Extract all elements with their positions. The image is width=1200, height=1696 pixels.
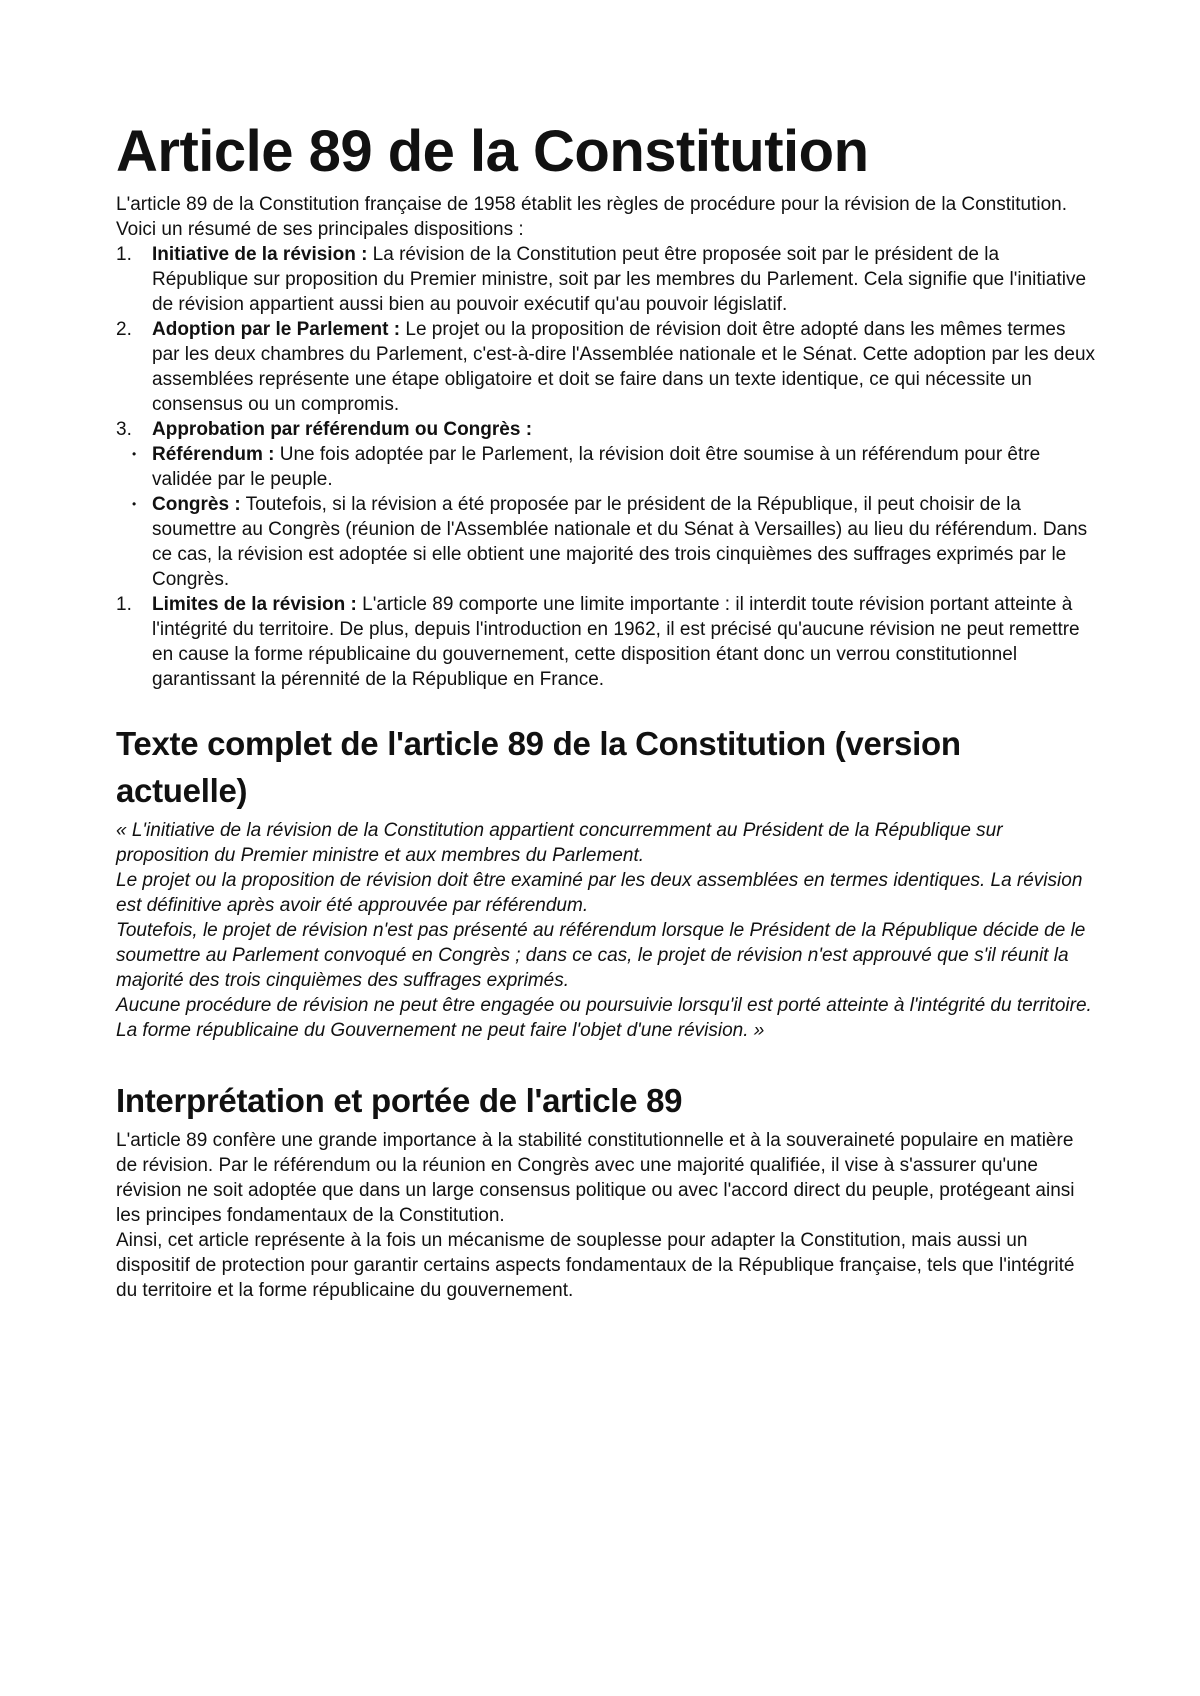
interpretation-paragraph: L'article 89 confère une grande importance à la stabilité constitutionnelle et à la souveraineté populaire en matière de révision. Par le référendum ou la réunion en Congrès avec une majorité qualifiée, il vise à s'assurer qu'une révision ne soit adoptée que dans un large consensus politique ou avec l'accord direct du peuple, protégeant ainsi les principes fondamentaux de la Constitution.: [116, 1130, 1075, 1226]
numbered-list-continued: [116, 592, 1096, 692]
list-item-label: Limites de la révision :: [152, 594, 357, 615]
list-item-text: La révision de la Constitution peut être proposée soit par le président de la République sur proposition du Premier ministre, soit par les membres du Parlement. Cela signifie que l'initiative de révision appartient aussi bien au pouvoir exécutif qu'au pouvoir législatif.: [152, 244, 1087, 315]
article-quote: [116, 818, 1096, 1043]
section-heading-full-text: Texte complet de l'article 89 de la Constitution (version actuelle): [116, 725, 961, 809]
list-marker: 2.: [116, 319, 132, 340]
quote-paragraph: Toutefois, le projet de révision n'est pas présenté au référendum lorsque le Président de la République décide de le soumettre au Parlement convoqué en Congrès ; dans ce cas, le projet de révision n'est approuvé que s'il réunit la majorité des trois cinquièmes des suffrages exprimés.: [116, 920, 1086, 991]
bullet-marker: •: [132, 447, 137, 461]
list-marker: 1.: [116, 244, 132, 265]
list-item-label: Initiative de la révision :: [152, 244, 368, 265]
numbered-list: [116, 242, 1096, 442]
list-marker: 1.: [116, 594, 132, 615]
quote-paragraph: Aucune procédure de révision ne peut être engagée ou poursuivie lorsqu'il est porté atteinte à l'intégrité du territoire. La forme républicaine du Gouvernement ne peut faire l'objet d'une révision. »: [116, 995, 1092, 1041]
spacer: [116, 692, 1096, 720]
list-item-text: Le projet ou la proposition de révision doit être adopté dans les mêmes termes par les deux chambres du Parlement, c'est-à-dire l'Assemblée nationale et le Sénat. Cette adoption par les deux assemblées représente une étape obligatoire et doit se faire dans un texte identique, ce qui nécessite un consensus ou un compromis.: [152, 319, 1096, 415]
intro-paragraph: L'article 89 de la Constitution française de 1958 établit les règles de procédure pour la révision de la Constitution. Voici un résumé de ses principales dispositions :: [116, 194, 1068, 240]
list-item-approbation: [116, 417, 1096, 442]
bullet-item-label: Congrès :: [152, 494, 241, 515]
list-item-initiative: [116, 242, 1096, 317]
section-heading-interpretation: Interprétation et portée de l'article 89: [116, 1082, 683, 1119]
quote-paragraph: Le projet ou la proposition de révision doit être examiné par les deux assemblées en termes identiques. La révision est définitive après avoir été approuvée par référendum.: [116, 870, 1083, 916]
bullet-item-text: Une fois adoptée par le Parlement, la révision doit être soumise à un référendum pour être validée par le peuple.: [152, 444, 1041, 490]
page-title: Article 89 de la Constitution: [116, 119, 869, 184]
bullet-item-congres: [116, 492, 1096, 592]
document-page: [116, 120, 1096, 1303]
list-item-adoption: [116, 317, 1096, 417]
list-item-text: L'article 89 comporte une limite importante : il interdit toute révision portant atteinte à l'intégrité du territoire. De plus, depuis l'introduction en 1962, il est précisé qu'aucune révision ne peut remettre en cause la forme républicaine du gouvernement, cette disposition étant donc un verrou constitutionnel garantissant la pérennité de la République en France.: [152, 594, 1080, 690]
bullet-marker: •: [132, 497, 137, 511]
bullet-item-text: Toutefois, si la révision a été proposée par le président de la République, il peut choisir de la soumettre au Congrès (réunion de l'Assemblée nationale et du Sénat à Versailles) au lieu du référendum. Dans ce cas, la révision est adoptée si elle obtient une majorité des trois cinquièmes des suffrages exprimés par le Congrès.: [152, 494, 1088, 590]
bullet-item-label: Référendum :: [152, 444, 275, 465]
bullet-item-referendum: [116, 442, 1096, 492]
list-marker: 3.: [116, 419, 132, 440]
list-item-label: Approbation par référendum ou Congrès :: [152, 419, 533, 440]
spacer: [116, 1043, 1096, 1077]
interpretation-paragraph: Ainsi, cet article représente à la fois un mécanisme de souplesse pour adapter la Constitution, mais aussi un dispositif de protection pour garantir certains aspects fondamentaux de la République française, tels que l'intégrité du territoire et la forme républicaine du gouvernement.: [116, 1230, 1075, 1301]
list-item-label: Adoption par le Parlement :: [152, 319, 401, 340]
quote-paragraph: « L'initiative de la révision de la Constitution appartient concurremment au Président de la République sur proposition du Premier ministre et aux membres du Parlement.: [116, 820, 1003, 866]
bullet-list: [116, 442, 1096, 592]
list-item-limites: [116, 592, 1096, 692]
